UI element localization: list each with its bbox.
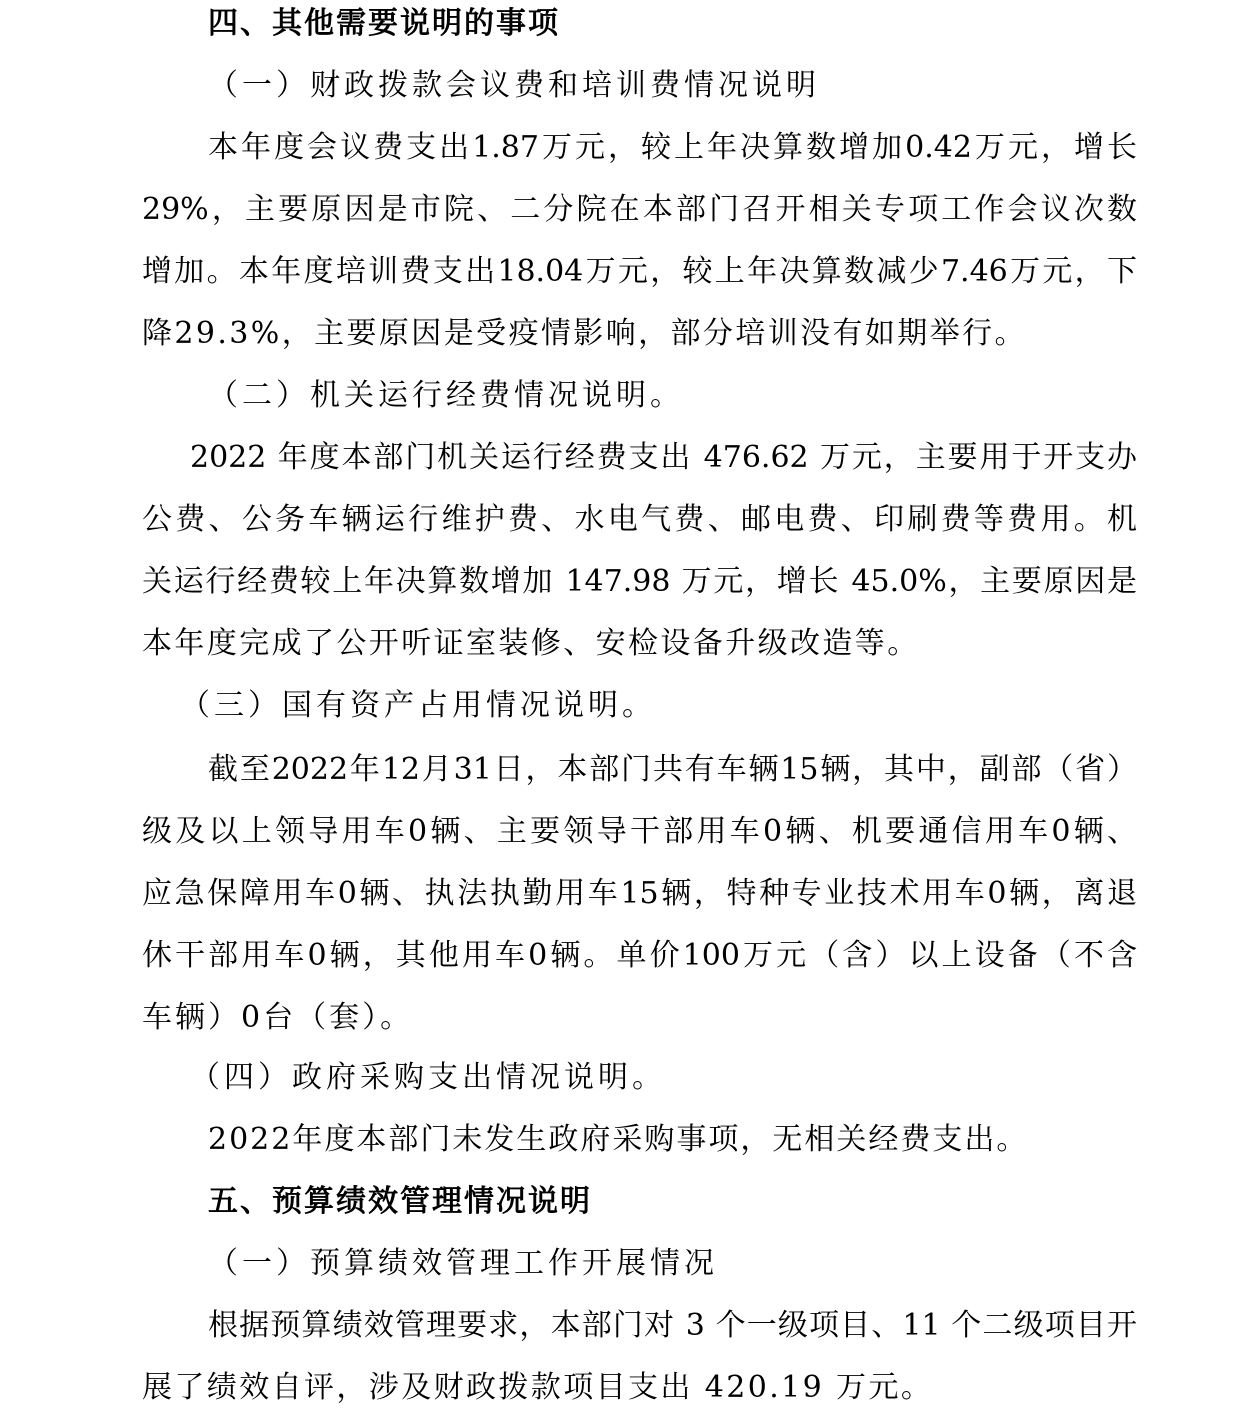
paragraph-line: 本年度完成了公开听证室装修、安检设备升级改造等。 [142, 626, 920, 661]
paragraph-line: 截至2022年12月31日，本部门共有车辆15辆，其中，副部（省） [208, 752, 1137, 787]
paragraph-line: 关运行经费较上年决算数增加 147.98 万元，增长 45.0%，主要原因是 [142, 564, 1137, 599]
paragraph-line: 展了绩效自评，涉及财政拨款项目支出 420.19 万元。 [142, 1370, 934, 1405]
paragraph-line: 应急保障用车0辆、执法执勤用车15辆，特种专业技术用车0辆，离退 [142, 876, 1137, 911]
paragraph-line: 降29.3%，主要原因是受疫情影响，部分培训没有如期举行。 [142, 316, 1027, 351]
paragraph-line: 级及以上领导用车0辆、主要领导干部用车0辆、机要通信用车0辆、 [142, 814, 1137, 849]
section-5-heading: 五、预算绩效管理情况说明 [208, 1184, 592, 1219]
subsection-3-title: （三）国有资产占用情况说明。 [180, 688, 656, 723]
paragraph-line: 2022年度本部门未发生政府采购事项，无相关经费支出。 [208, 1122, 1029, 1157]
paragraph-line: 增加。本年度培训费支出18.04万元，较上年决算数减少7.46万元，下 [142, 254, 1137, 289]
subsection-1-title: （一）财政拨款会议费和培训费情况说明 [208, 68, 820, 103]
paragraph-line: 本年度会议费支出1.87万元，较上年决算数增加0.42万元，增长 [208, 130, 1137, 165]
paragraph-line: 2022 年度本部门机关运行经费支出 476.62 万元，主要用于开支办 [190, 440, 1137, 475]
paragraph-line: 休干部用车0辆，其他用车0辆。单价100万元（含）以上设备（不含 [142, 938, 1137, 973]
paragraph-line: 根据预算绩效管理要求，本部门对 3 个一级项目、11 个二级项目开 [208, 1308, 1137, 1343]
subsection-5-1-title: （一）预算绩效管理工作开展情况 [208, 1246, 718, 1281]
paragraph-line: 车辆）0台（套）。 [142, 1000, 414, 1035]
section-4-heading: 四、其他需要说明的事项 [208, 6, 560, 41]
subsection-2-title: （二）机关运行经费情况说明。 [208, 378, 684, 413]
subsection-4-title: （四）政府采购支出情况说明。 [190, 1060, 666, 1095]
paragraph-line: 公费、公务车辆运行维护费、水电气费、邮电费、印刷费等费用。机 [142, 502, 1137, 537]
paragraph-line: 29%，主要原因是市院、二分院在本部门召开相关专项工作会议次数 [142, 192, 1137, 227]
